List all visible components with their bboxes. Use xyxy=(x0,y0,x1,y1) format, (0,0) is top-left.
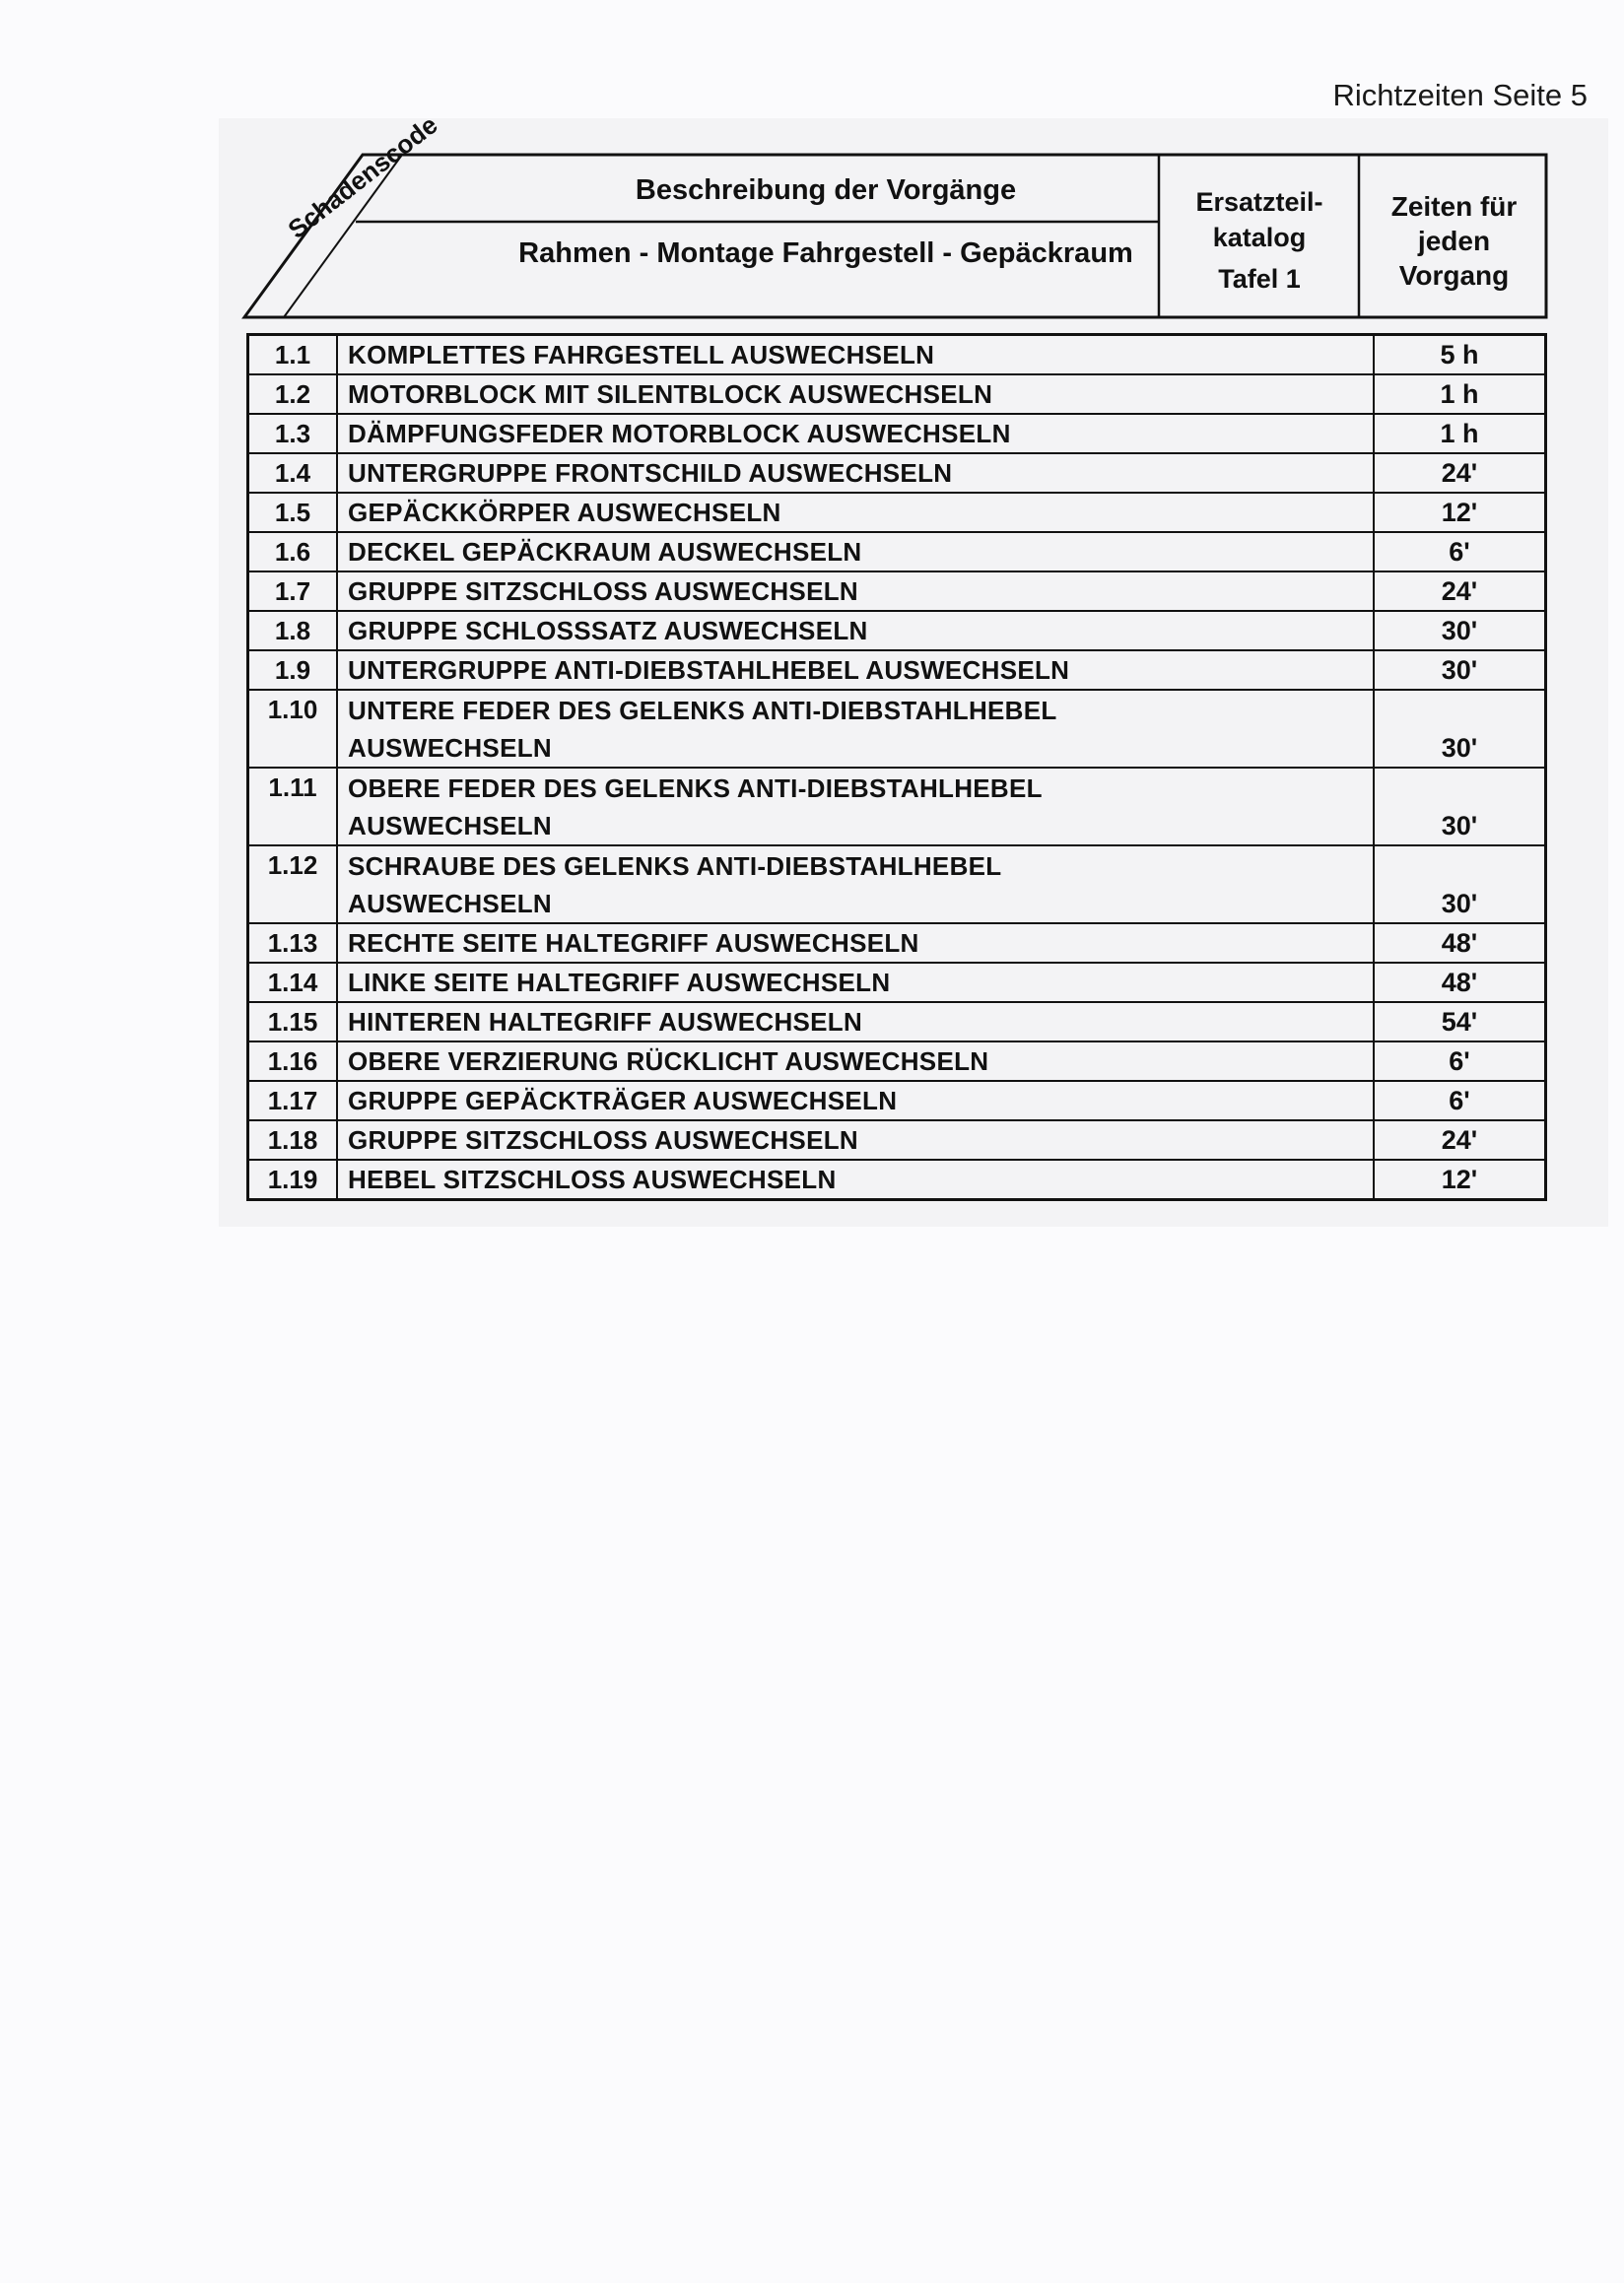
table-row xyxy=(248,374,1546,414)
table-row xyxy=(248,650,1546,690)
table-row xyxy=(248,963,1546,1002)
row-code: 1.3 xyxy=(248,414,338,453)
table-row xyxy=(248,335,1546,375)
row-description: LINKE SEITE HALTEGRIFF AUSWECHSELN xyxy=(337,963,1374,1002)
table-row xyxy=(248,845,1546,923)
row-time: 30' xyxy=(1374,690,1546,768)
description-subtitle: Rahmen - Montage Fahrgestell - Gepäckraum xyxy=(518,237,1133,269)
row-description xyxy=(337,768,1374,845)
row-description: MOTORBLOCK MIT SILENTBLOCK AUSWECHSELN xyxy=(337,374,1374,414)
row-code: 1.19 xyxy=(248,1160,338,1200)
row-code: 1.8 xyxy=(248,611,338,650)
row-code: 1.7 xyxy=(248,571,338,611)
row-description: OBERE VERZIERUNG RÜCKLICHT AUSWECHSELN xyxy=(337,1041,1374,1081)
table-row xyxy=(248,414,1546,453)
row-code: 1.9 xyxy=(248,650,338,690)
row-code: 1.5 xyxy=(248,493,338,532)
row-description: GEPÄCKKÖRPER AUSWECHSELN xyxy=(337,493,1374,532)
times-line-2: jeden xyxy=(1417,226,1491,256)
row-code: 1.1 xyxy=(248,335,338,375)
row-description: UNTERGRUPPE FRONTSCHILD AUSWECHSELN xyxy=(337,453,1374,493)
row-code: 1.12 xyxy=(248,845,338,923)
row-description xyxy=(337,845,1374,923)
table-row xyxy=(248,493,1546,532)
table-row xyxy=(248,1002,1546,1041)
row-code: 1.17 xyxy=(248,1081,338,1120)
row-code: 1.4 xyxy=(248,453,338,493)
row-code: 1.13 xyxy=(248,923,338,963)
times-line-1: Zeiten für xyxy=(1390,191,1518,222)
table-header xyxy=(244,109,1547,318)
row-description: DECKEL GEPÄCKRAUM AUSWECHSELN xyxy=(337,532,1374,571)
row-time: 12' xyxy=(1374,1160,1546,1200)
table-row xyxy=(248,611,1546,650)
row-description: HINTEREN HALTEGRIFF AUSWECHSELN xyxy=(337,1002,1374,1041)
row-code: 1.6 xyxy=(248,532,338,571)
row-description-line-2: AUSWECHSELN xyxy=(348,811,552,840)
row-time: 5 h xyxy=(1374,335,1546,375)
row-time: 48' xyxy=(1374,923,1546,963)
table-row xyxy=(248,1120,1546,1160)
table-row xyxy=(248,1160,1546,1200)
row-description-line-1: OBERE FEDER DES GELENKS ANTI-DIEBSTAHLHEBEL xyxy=(348,773,1043,803)
times-table xyxy=(246,333,1547,1201)
catalog-line-2: katalog xyxy=(1212,223,1307,252)
row-code: 1.14 xyxy=(248,963,338,1002)
catalog-header xyxy=(1161,184,1358,297)
row-time: 24' xyxy=(1374,453,1546,493)
table-row xyxy=(248,571,1546,611)
row-description-line-2: AUSWECHSELN xyxy=(348,889,552,918)
table-row xyxy=(248,768,1546,845)
row-time: 30' xyxy=(1374,611,1546,650)
row-time: 6' xyxy=(1374,532,1546,571)
catalog-line-1: Ersatzteil- xyxy=(1195,187,1323,217)
times-line-3: Vorgang xyxy=(1398,260,1510,291)
table-row xyxy=(248,1041,1546,1081)
table-row xyxy=(248,1081,1546,1120)
table-row xyxy=(248,690,1546,768)
row-time: 6' xyxy=(1374,1041,1546,1081)
row-description: UNTERGRUPPE ANTI-DIEBSTAHLHEBEL AUSWECHSELN xyxy=(337,650,1374,690)
row-code: 1.2 xyxy=(248,374,338,414)
table-row xyxy=(248,923,1546,963)
row-description: GRUPPE SITZSCHLOSS AUSWECHSELN xyxy=(337,1120,1374,1160)
row-description-line-2: AUSWECHSELN xyxy=(348,733,552,763)
row-description: GRUPPE GEPÄCKTRÄGER AUSWECHSELN xyxy=(337,1081,1374,1120)
description-title: Beschreibung der Vorgänge xyxy=(635,174,1017,206)
row-code: 1.15 xyxy=(248,1002,338,1041)
row-time: 24' xyxy=(1374,571,1546,611)
page-header: Richtzeiten Seite 5 xyxy=(1332,78,1588,112)
row-description: HEBEL SITZSCHLOSS AUSWECHSELN xyxy=(337,1160,1374,1200)
row-time: 1 h xyxy=(1374,414,1546,453)
row-time: 30' xyxy=(1374,650,1546,690)
catalog-line-3: Tafel 1 xyxy=(1218,264,1301,294)
row-code: 1.11 xyxy=(248,768,338,845)
damage-code-label: Schadenscode xyxy=(282,109,443,244)
row-description-line-1: SCHRAUBE DES GELENKS ANTI-DIEBSTAHLHEBEL xyxy=(348,851,1002,881)
row-description: KOMPLETTES FAHRGESTELL AUSWECHSELN xyxy=(337,335,1374,375)
row-code: 1.18 xyxy=(248,1120,338,1160)
row-code: 1.16 xyxy=(248,1041,338,1081)
row-time: 24' xyxy=(1374,1120,1546,1160)
row-description: GRUPPE SITZSCHLOSS AUSWECHSELN xyxy=(337,571,1374,611)
row-time: 30' xyxy=(1374,768,1546,845)
table-row xyxy=(248,532,1546,571)
row-description: DÄMPFUNGSFEDER MOTORBLOCK AUSWECHSELN xyxy=(337,414,1374,453)
row-time: 6' xyxy=(1374,1081,1546,1120)
row-description-line-1: UNTERE FEDER DES GELENKS ANTI-DIEBSTAHLHEBEL xyxy=(348,696,1057,725)
row-time: 54' xyxy=(1374,1002,1546,1041)
row-time: 48' xyxy=(1374,963,1546,1002)
times-header xyxy=(1363,189,1545,293)
row-description: GRUPPE SCHLOSSSATZ AUSWECHSELN xyxy=(337,611,1374,650)
row-time: 30' xyxy=(1374,845,1546,923)
row-time: 12' xyxy=(1374,493,1546,532)
row-time: 1 h xyxy=(1374,374,1546,414)
table-row xyxy=(248,453,1546,493)
row-description: RECHTE SEITE HALTEGRIFF AUSWECHSELN xyxy=(337,923,1374,963)
row-description xyxy=(337,690,1374,768)
row-code: 1.10 xyxy=(248,690,338,768)
